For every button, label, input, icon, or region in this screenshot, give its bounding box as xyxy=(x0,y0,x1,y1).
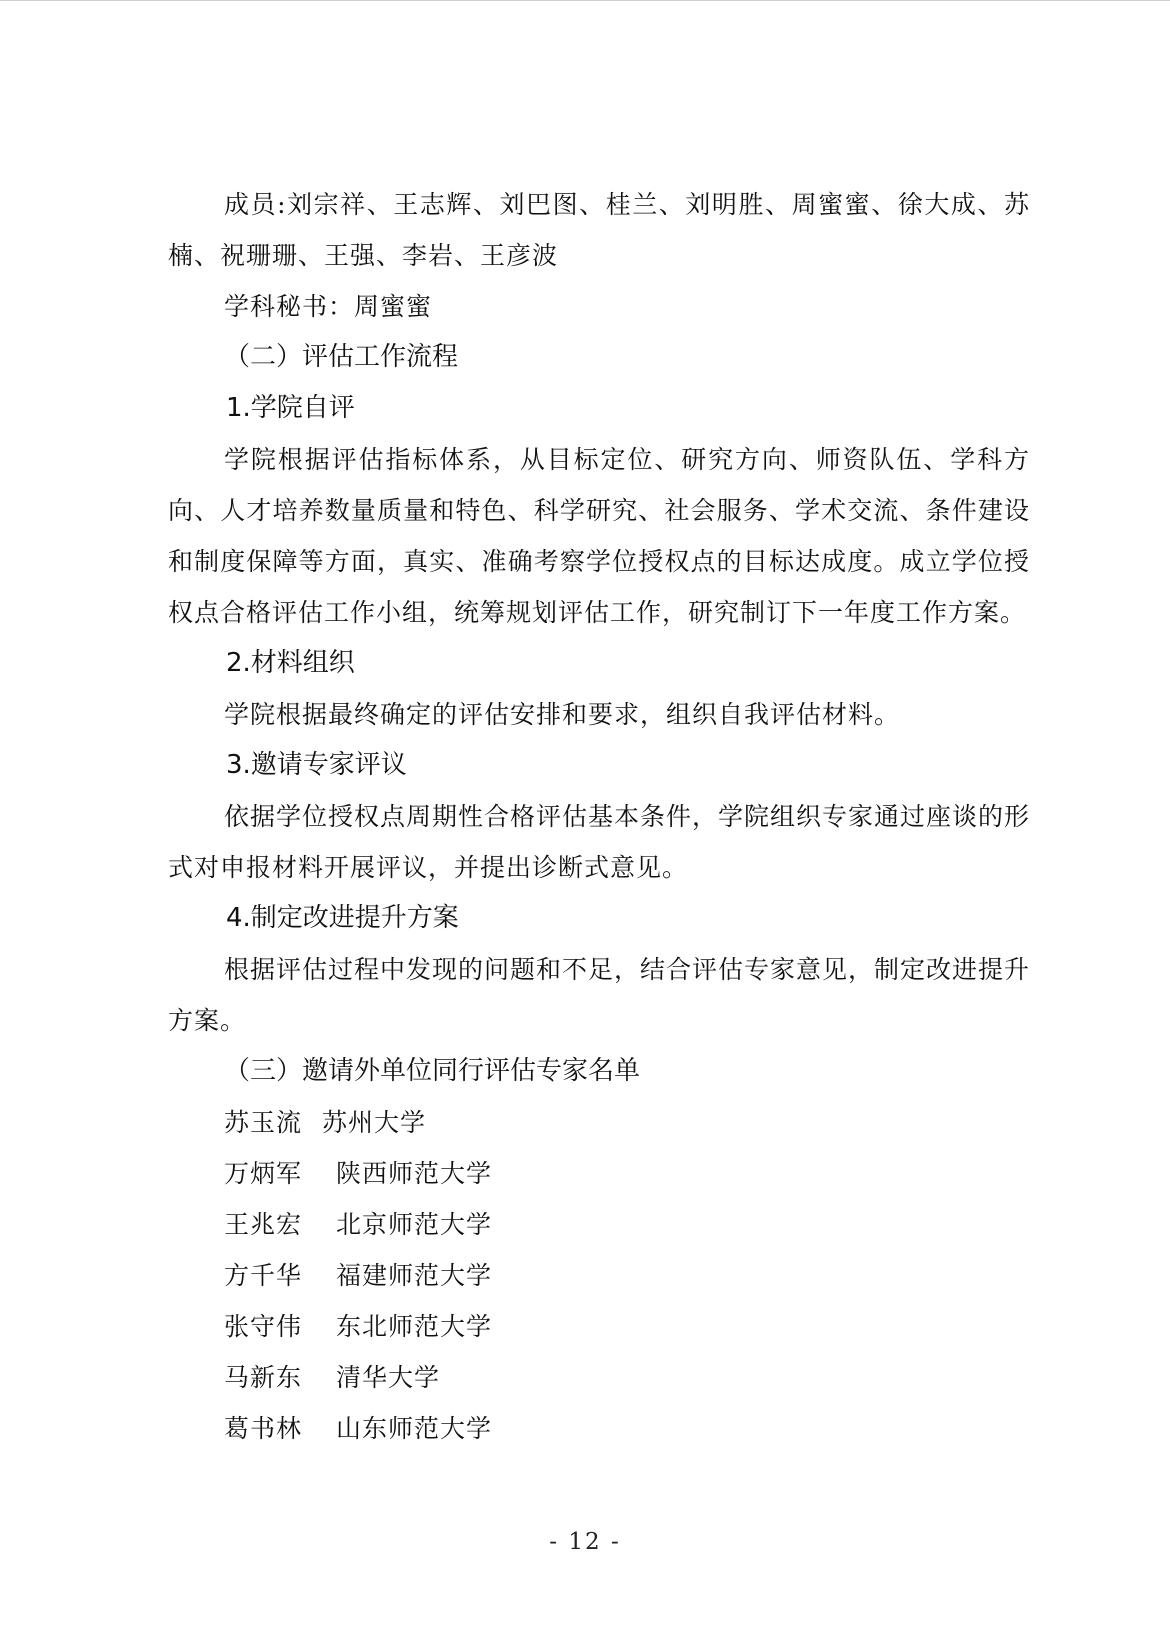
page-content xyxy=(168,179,1030,1454)
step-heading-expert-review: 3.邀请专家评议 xyxy=(226,750,407,780)
expert-row xyxy=(168,1352,1030,1403)
section-heading-workflow: （二）评估工作流程 xyxy=(224,342,459,372)
expert-row xyxy=(168,1403,1030,1454)
step-text-expert-review: 依据学位授权点周期性合格评估基本条件，学院组织专家通过座谈的形式对申报材料开展评议，并提出诊断式意见。 xyxy=(168,802,1031,882)
expert-row xyxy=(168,1199,1030,1250)
expert-organization: 清华大学 xyxy=(336,1363,441,1392)
expert-name: 方千华 xyxy=(224,1261,303,1290)
expert-row xyxy=(168,1097,1030,1148)
step-heading-self-evaluation: 1.学院自评 xyxy=(226,393,355,423)
expert-name: 葛书林 xyxy=(224,1414,303,1443)
expert-row xyxy=(168,1250,1030,1301)
expert-organization: 苏州大学 xyxy=(322,1108,427,1137)
section-heading-expert-list: （三）邀请外单位同行评估专家名单 xyxy=(224,1056,641,1086)
step-heading-improvement-plan: 4.制定改进提升方案 xyxy=(226,903,459,933)
expert-name: 万炳军 xyxy=(224,1159,303,1188)
expert-row xyxy=(168,1301,1030,1352)
secretary-line: 学科秘书：周蜜蜜 xyxy=(224,292,433,321)
expert-organization: 陕西师范大学 xyxy=(336,1159,493,1188)
expert-row xyxy=(168,1148,1030,1199)
page-number: - 12 - xyxy=(549,1529,621,1555)
step-text-improvement-plan: 根据评估过程中发现的问题和不足，结合评估专家意见，制定改进提升方案。 xyxy=(168,955,1031,1035)
expert-name: 苏玉流 xyxy=(224,1108,303,1137)
step-text-self-evaluation: 学院根据评估指标体系，从目标定位、研究方向、师资队伍、学科方向、人才培养数量质量和特色、科学研究、社会服务、学术交流、条件建设和制度保障等方面，真实、准确考察学位授权点的目标达成度。成立学位授权点合格评估工作小组，统筹规划评估工作，研究制订下一年度工作方案。 xyxy=(168,445,1030,627)
members-paragraph: 成员:刘宗祥、王志辉、刘巴图、桂兰、刘明胜、周蜜蜜、徐大成、苏楠、祝珊珊、王强、李岩、王彦波 xyxy=(168,190,1030,270)
step-heading-materials: 2.材料组织 xyxy=(226,648,355,678)
step-text-materials: 学院根据最终确定的评估安排和要求，组织自我评估材料。 xyxy=(224,700,901,729)
expert-organization: 山东师范大学 xyxy=(336,1414,493,1443)
expert-list xyxy=(168,1097,1030,1454)
expert-name: 王兆宏 xyxy=(224,1210,303,1239)
expert-organization: 北京师范大学 xyxy=(336,1210,493,1239)
expert-name: 张守伟 xyxy=(224,1312,303,1341)
expert-name: 马新东 xyxy=(224,1363,303,1392)
expert-organization: 福建师范大学 xyxy=(336,1261,493,1290)
expert-organization: 东北师范大学 xyxy=(336,1312,493,1341)
